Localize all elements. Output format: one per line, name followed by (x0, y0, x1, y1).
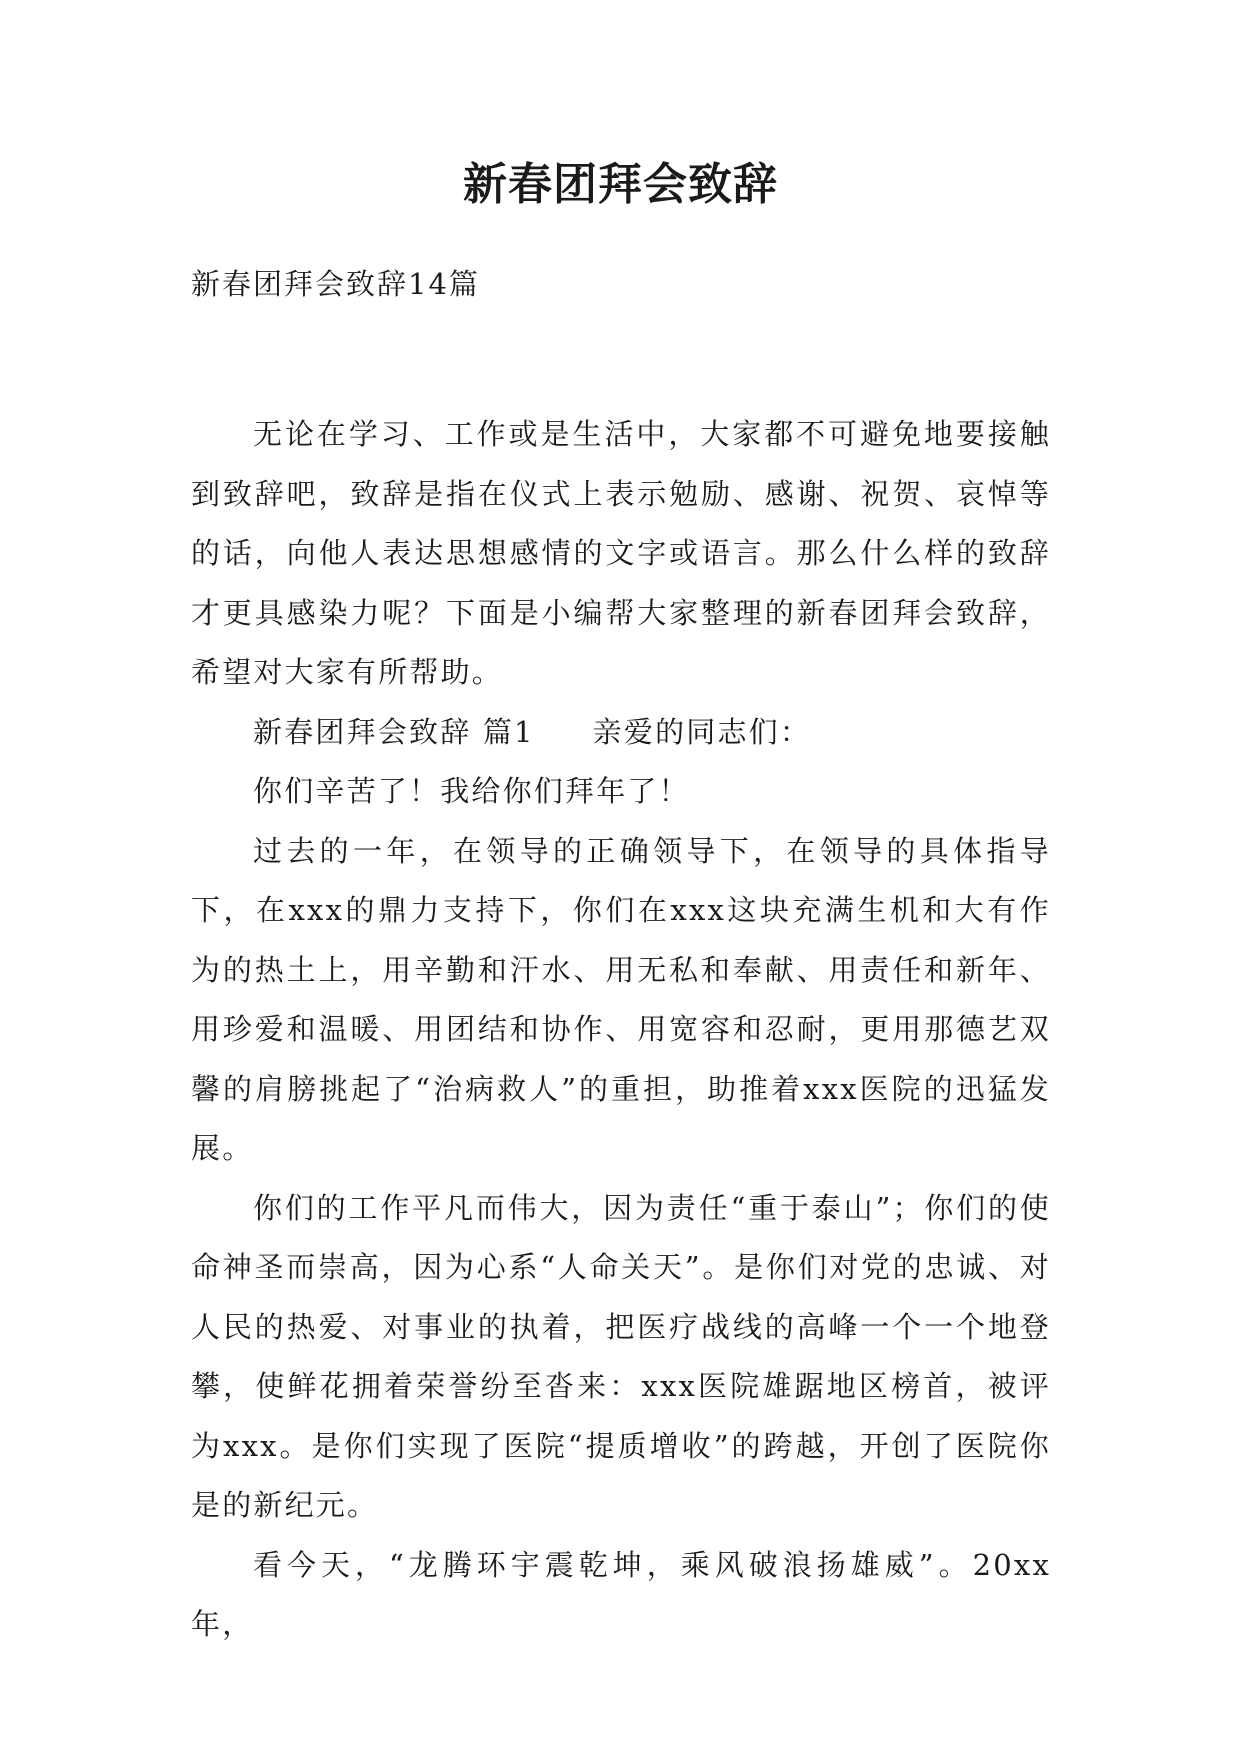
section-heading-line (191, 703, 1051, 763)
salutation: 亲爱的同志们： (592, 714, 812, 749)
document-subtitle: 新春团拜会致辞14篇 (191, 267, 480, 301)
body-paragraph-1: 过去的一年，在领导的正确领导下，在领导的具体指导下，在xxx的鼎力支持下，你们在xxx这块充满生机和大有作为的热土上，用辛勤和汗水、用无私和奉献、用责任和新年、用珍爱和温暖、用团结和协作、用宽容和忍耐，更用那德艺双馨的肩膀挑起了“治病救人”的重担，助推着xxx医院的迅猛发展。 (191, 833, 1051, 1165)
greeting-paragraph: 你们辛苦了！我给你们拜年了！ (253, 774, 690, 808)
document-title: 新春团拜会致辞 (463, 159, 778, 210)
body-paragraph-2: 你们的工作平凡而伟大，因为责任“重于泰山”；你们的使命神圣而崇高，因为心系“人命关天”。是你们对党的忠诚、对人民的热爱、对事业的执着，把医疗战线的高峰一个一个地登攀，使鲜花拥着荣誉纷至沓来：xxx医院雄踞地区榜首，被评为xxx。是你们实现了医院“提质增收”的跨越，开创了医院你是的新纪元。 (191, 1190, 1051, 1522)
document-body (191, 405, 1051, 1655)
body-paragraph-3: 看今天，“龙腾环宇震乾坤，乘风破浪扬雄威”。20xx年， (191, 1547, 1051, 1641)
section-heading: 新春团拜会致辞 篇1 (253, 714, 535, 749)
intro-paragraph: 无论在学习、工作或是生活中，大家都不可避免地要接触到致辞吧，致辞是指在仪式上表示勉励、感谢、祝贺、哀悼等的话，向他人表达思想感情的文字或语言。那么什么样的致辞才更具感染力呢？下面是小编帮大家整理的新春团拜会致辞，希望对大家有所帮助。 (191, 417, 1051, 689)
